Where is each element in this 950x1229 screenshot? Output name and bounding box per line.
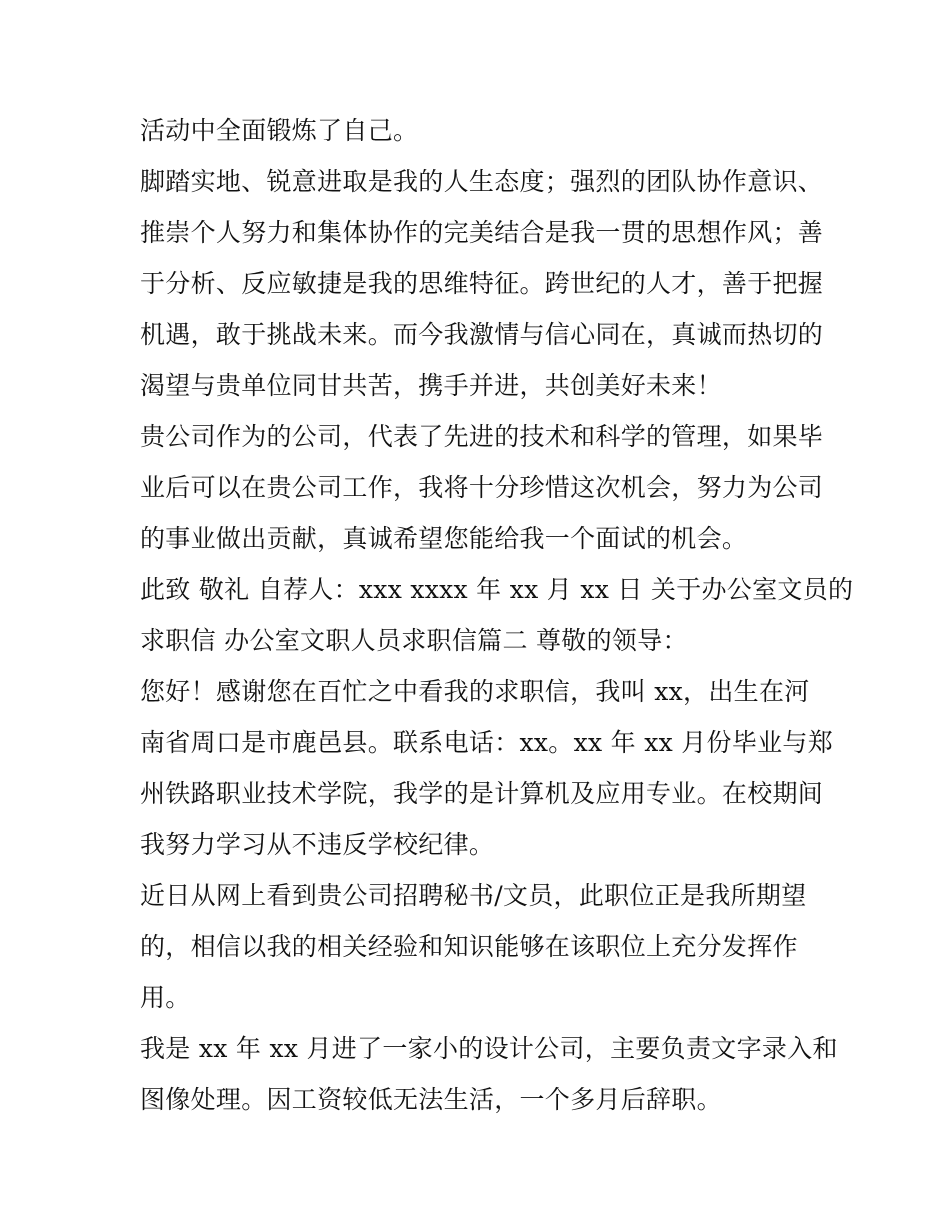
text-line: 我努力学习从不违反学校纪律。 xyxy=(140,830,495,859)
text-line: 推崇个人努力和集体协作的完美结合是我一贯的思想作风；善 xyxy=(140,218,824,247)
text-line: 脚踏实地、锐意进取是我的人生态度；强烈的团队协作意识、 xyxy=(140,167,824,196)
text-line: 活动中全面锻炼了自己。 xyxy=(140,116,419,145)
text-line: 渴望与贵单位同甘共苦，携手并进，共创美好未来！ xyxy=(140,371,722,400)
text-line: 州铁路职业技术学院，我学的是计算机及应用专业。在校期间 xyxy=(140,779,824,808)
text-line: 此致 敬礼 自荐人：xxx xxxx 年 xx 月 xx 日 关于办公室文员的 xyxy=(140,575,854,604)
text-line: 南省周口是市鹿邑县。联系电话：xx。xx 年 xx 月份毕业与郑 xyxy=(140,728,834,757)
text-line: 求职信 办公室文职人员求职信篇二 尊敬的领导： xyxy=(140,626,688,655)
text-line: 贵公司作为的公司，代表了先进的技术和科学的管理，如果毕 xyxy=(140,422,824,451)
text-line: 您好！感谢您在百忙之中看我的求职信，我叫 xx，出生在河 xyxy=(140,677,810,706)
document-body xyxy=(140,105,854,1125)
text-line: 我是 xx 年 xx 月进了一家小的设计公司，主要负责文字录入和 xyxy=(140,1034,838,1063)
text-line: 的事业做出贡献，真诚希望您能给我一个面试的机会。 xyxy=(140,524,748,553)
text-line: 业后可以在贵公司工作，我将十分珍惜这次机会，努力为公司 xyxy=(140,473,824,502)
text-line: 的，相信以我的相关经验和知识能够在该职位上充分发挥作 xyxy=(140,932,798,961)
text-line: 用。 xyxy=(140,983,191,1012)
text-line: 近日从网上看到贵公司招聘秘书/文员，此职位正是我所期望 xyxy=(140,881,807,910)
text-line: 图像处理。因工资较低无法生活，一个多月后辞职。 xyxy=(140,1085,722,1114)
text-line: 机遇，敢于挑战未来。而今我激情与信心同在，真诚而热切的 xyxy=(140,320,824,349)
text-line: 于分析、反应敏捷是我的思维特征。跨世纪的人才，善于把握 xyxy=(140,269,824,298)
